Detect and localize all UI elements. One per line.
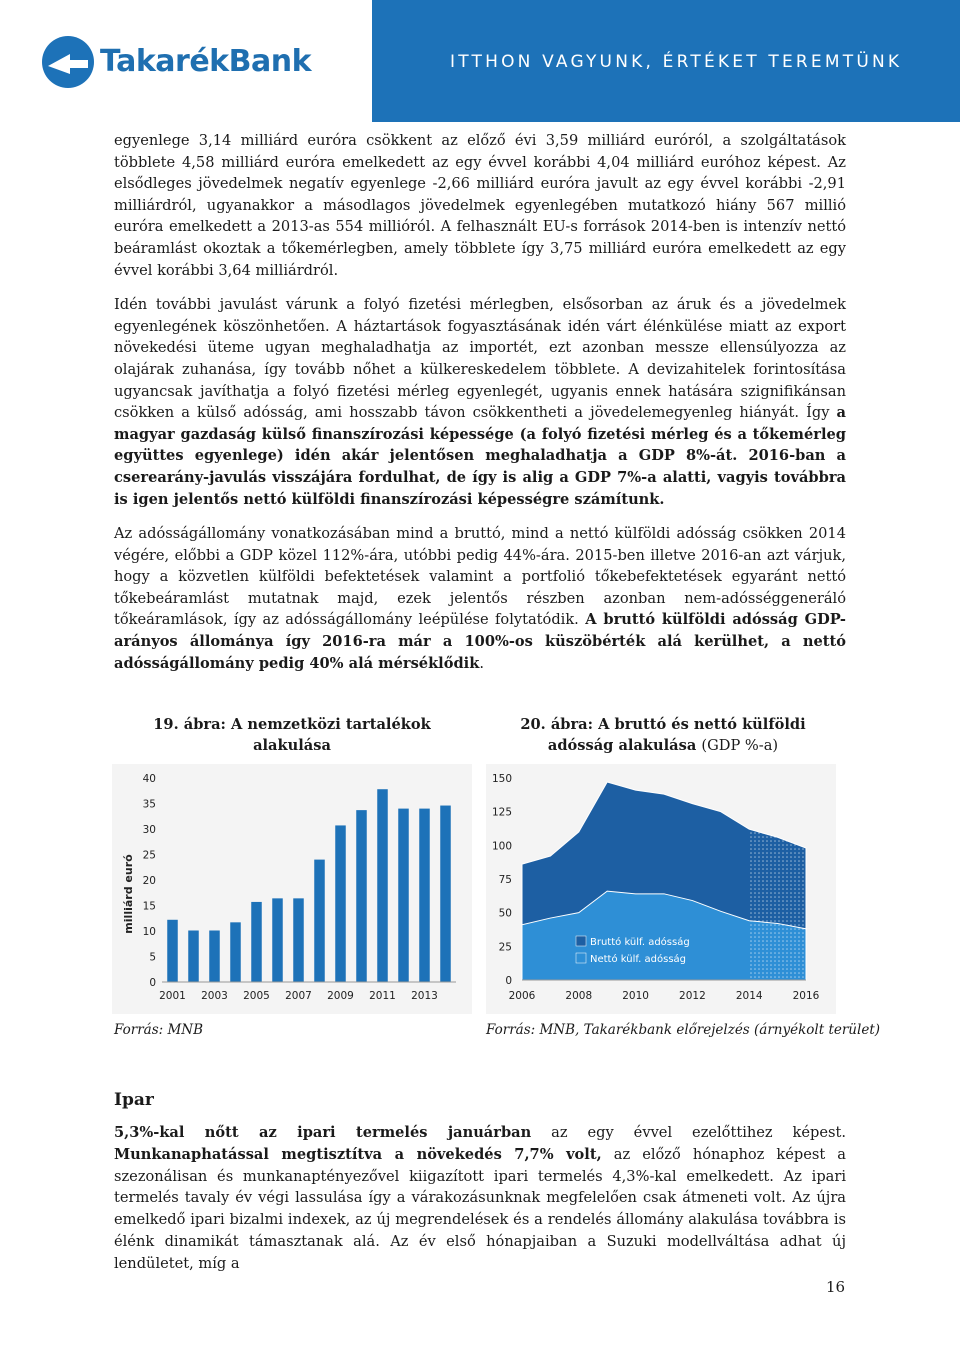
paragraph-3-end: .	[479, 654, 484, 672]
bar-2008	[314, 860, 325, 982]
y-tick-label: 35	[142, 798, 156, 811]
y-tick-label: 20	[142, 875, 156, 887]
x-tick-label: 2011	[369, 990, 396, 1002]
y-tick-label: 125	[491, 806, 512, 819]
ipar-text-2: az előző hónaphoz képest a szezonálisan és munkanaptényezővel kiigazított ipari termelés 4,3%-kal emelkedett. Az ipari termelés tavaly év végi lassulása így a várakozásunknak megfelelően csak átmeneti volt. Az újra emelkedő ipari bizalmi indexek, az új megrendelések és a rendelés állomány alakulása továbbra is élénk dinamikát támasztanak alá. Az év első hónapjaiban a Suzuki modellváltása adhat új lendületet, míg a	[114, 1145, 846, 1272]
bar-2002	[188, 930, 199, 982]
y-tick-label: 0	[505, 975, 512, 987]
figure-20-title	[488, 714, 838, 756]
y-tick-label: 50	[498, 907, 512, 920]
y-tick-label: 10	[142, 926, 156, 938]
y-tick-label: 40	[142, 773, 156, 785]
paragraph-2-text: Idén további javulást várunk a folyó fizetési mérlegben, elsősorban az áruk és a jövedelmek egyenlegének köszönhetően. A háztartások fogyasztásának idén várt élénkülése miatt az export növekedési üteme ugyan meghaladhatja az importét, ezt azonban messze ellensúlyozza az olajárak zuhanása, így tovább nőhet a külkereskedelem többlete. A devizahitelek forintosítása ugyancsak javíthatja a folyó fizetési mérleg egyenlegét, ugyanis ennek hatására szignifikánsan csökken a külső adósság, ami hosszabb távon csökkentheti a jövedelemegyenleg hiányát. Így	[114, 296, 846, 422]
x-tick-label: 2012	[679, 990, 706, 1002]
bar-2011	[377, 789, 388, 982]
y-tick-label: 30	[142, 824, 156, 836]
y-tick-label: 75	[498, 874, 512, 886]
ipar-text	[114, 1122, 846, 1275]
logo-text: TakarékBank	[100, 44, 312, 79]
y-tick-label: 150	[491, 773, 512, 785]
legend-swatch	[576, 936, 586, 946]
x-tick-label: 2010	[622, 990, 649, 1002]
x-tick-label: 2014	[735, 990, 763, 1002]
legend-label: Nettó külf. adósság	[590, 954, 687, 965]
paragraph-3-bold: A bruttó külföldi adósság GDP-arányos állománya így 2016-ra már a 100%-os küszöbérték alá kerülhet, a nettó adósságállomány pedig 40% alá mérséklődik	[114, 611, 846, 672]
y-tick-label: 0	[149, 977, 156, 989]
bar-2004	[230, 922, 241, 982]
x-tick-label: 2009	[327, 990, 354, 1002]
slogan: ITTHON VAGYUNK, ÉRTÉKET TEREMTÜNK	[450, 52, 903, 72]
legend-swatch	[576, 953, 586, 963]
ipar-bold-2: Munkanaphatással megtisztítva a növekedés 7,7% volt,	[114, 1145, 602, 1163]
ipar-paragraph	[114, 1122, 846, 1275]
bar-2005	[251, 902, 262, 982]
body-text	[114, 130, 846, 674]
page-header	[0, 0, 960, 122]
y-tick-label: 100	[491, 840, 512, 853]
y-tick-label: 25	[498, 941, 512, 954]
page-number: 16	[826, 1278, 846, 1296]
external-debt-area-chart	[486, 764, 836, 1014]
y-tick-label: 5	[149, 951, 156, 964]
paragraph-3-text: Az adósságállomány vonatkozásában mind a bruttó, mind a nettó külföldi adósság csökken 2014 végére, előbbi a GDP közel 112%-ára, utóbbi pedig 44%-ára. 2015-ben illetve 2016-an azt várjuk, hogy a közvetlen külföldi befektetések valamint a portfolió tőkebefektetések egyaránt nettó tőkebeáramlást mutatnak majd, ezek jelentős részben azonban nem-adósséggeneráló tőkeáramlások, így az adósságállomány leépülése folytatódik.	[114, 525, 846, 629]
section-heading: Ipar	[114, 1090, 154, 1110]
figure-20-title-bold: 20. ábra: A bruttó és nettó külföldi adósság alakulása	[520, 716, 806, 754]
bar-2010	[356, 810, 367, 982]
bar-2007	[293, 898, 304, 982]
x-tick-label: 2016	[792, 990, 820, 1002]
bar-2009	[335, 825, 346, 982]
paragraph-2	[114, 294, 846, 510]
figure-19-title: 19. ábra: A nemzetközi tartalékok alakulása	[153, 716, 431, 754]
reserves-bar-chart	[112, 764, 472, 1014]
paragraph-2-bold: a magyar gazdaság külső finanszírozási képessége (a folyó fizetési mérleg és a tőkemérleg együttes egyenlege) idén akár jelentősen meghaladhatja a GDP 8%-át. 2016-ban a cserearány-javulás visszájára fordulhat, de így is alig a GDP 7%-a alatti, vagyis továbbra is igen jelentős nettó külföldi finanszírozási képességre számítunk.	[114, 404, 846, 508]
legend-label: Bruttó külf. adósság	[590, 937, 690, 948]
x-tick-label: 2008	[565, 990, 593, 1002]
y-tick-label: 25	[142, 849, 156, 862]
bar-2013	[419, 809, 430, 982]
figure-20-title-unit: (GDP %-a)	[701, 737, 779, 754]
paragraph-3	[114, 523, 846, 674]
y-axis-label: milliárd euró	[122, 854, 135, 934]
ipar-bold-1: 5,3%-kal nőtt az ipari termelés januárban	[114, 1124, 532, 1141]
x-tick-label: 2003	[201, 990, 228, 1002]
paragraph-1: egyenlege 3,14 milliárd euróra csökkent az előző évi 3,59 milliárd euróról, a szolgáltatások többlete 4,58 milliárd euróra emelkedett az egy évvel korábbi 4,04 milliárd euróhoz képest. Az elsődleges jövedelmek negatív egyenlege -2,66 milliárd euróra javult az egy évvel korábbi -2,91 milliárdról, ugyanakkor a másodlagos jövedelmek egyenlegében mutatkozó hiány 567 millió euróra emelkedett a 2013-as 554 millióról. A felhasznált EU-s források 2014-ben is intenzív nettó beáramlást okoztak a tőkemérlegben, amely többlete így 3,75 milliárd euróra emelkedett az egy évvel korábbi 3,64 milliárdról.	[114, 132, 846, 279]
ipar-text-1: az egy évvel ezelőttihez képest.	[531, 1124, 846, 1141]
bar-2012	[398, 809, 409, 982]
y-tick-label: 15	[142, 900, 156, 913]
x-tick-label: 2005	[243, 990, 270, 1002]
bar-2014	[440, 806, 451, 982]
x-tick-label: 2006	[508, 990, 536, 1002]
bar-2001	[167, 920, 178, 982]
forecast-shaded-area	[749, 829, 806, 980]
x-tick-label: 2001	[159, 990, 186, 1002]
bar-2006	[272, 898, 283, 982]
chart-background	[112, 764, 472, 1014]
x-tick-label: 2007	[285, 990, 312, 1002]
x-tick-label: 2013	[411, 990, 438, 1002]
bar-2003	[209, 930, 220, 982]
figure-19-source: Forrás: MNB	[114, 1022, 204, 1038]
figure-20-source: Forrás: MNB, Takarékbank előrejelzés (árnyékolt terület)	[486, 1022, 881, 1038]
